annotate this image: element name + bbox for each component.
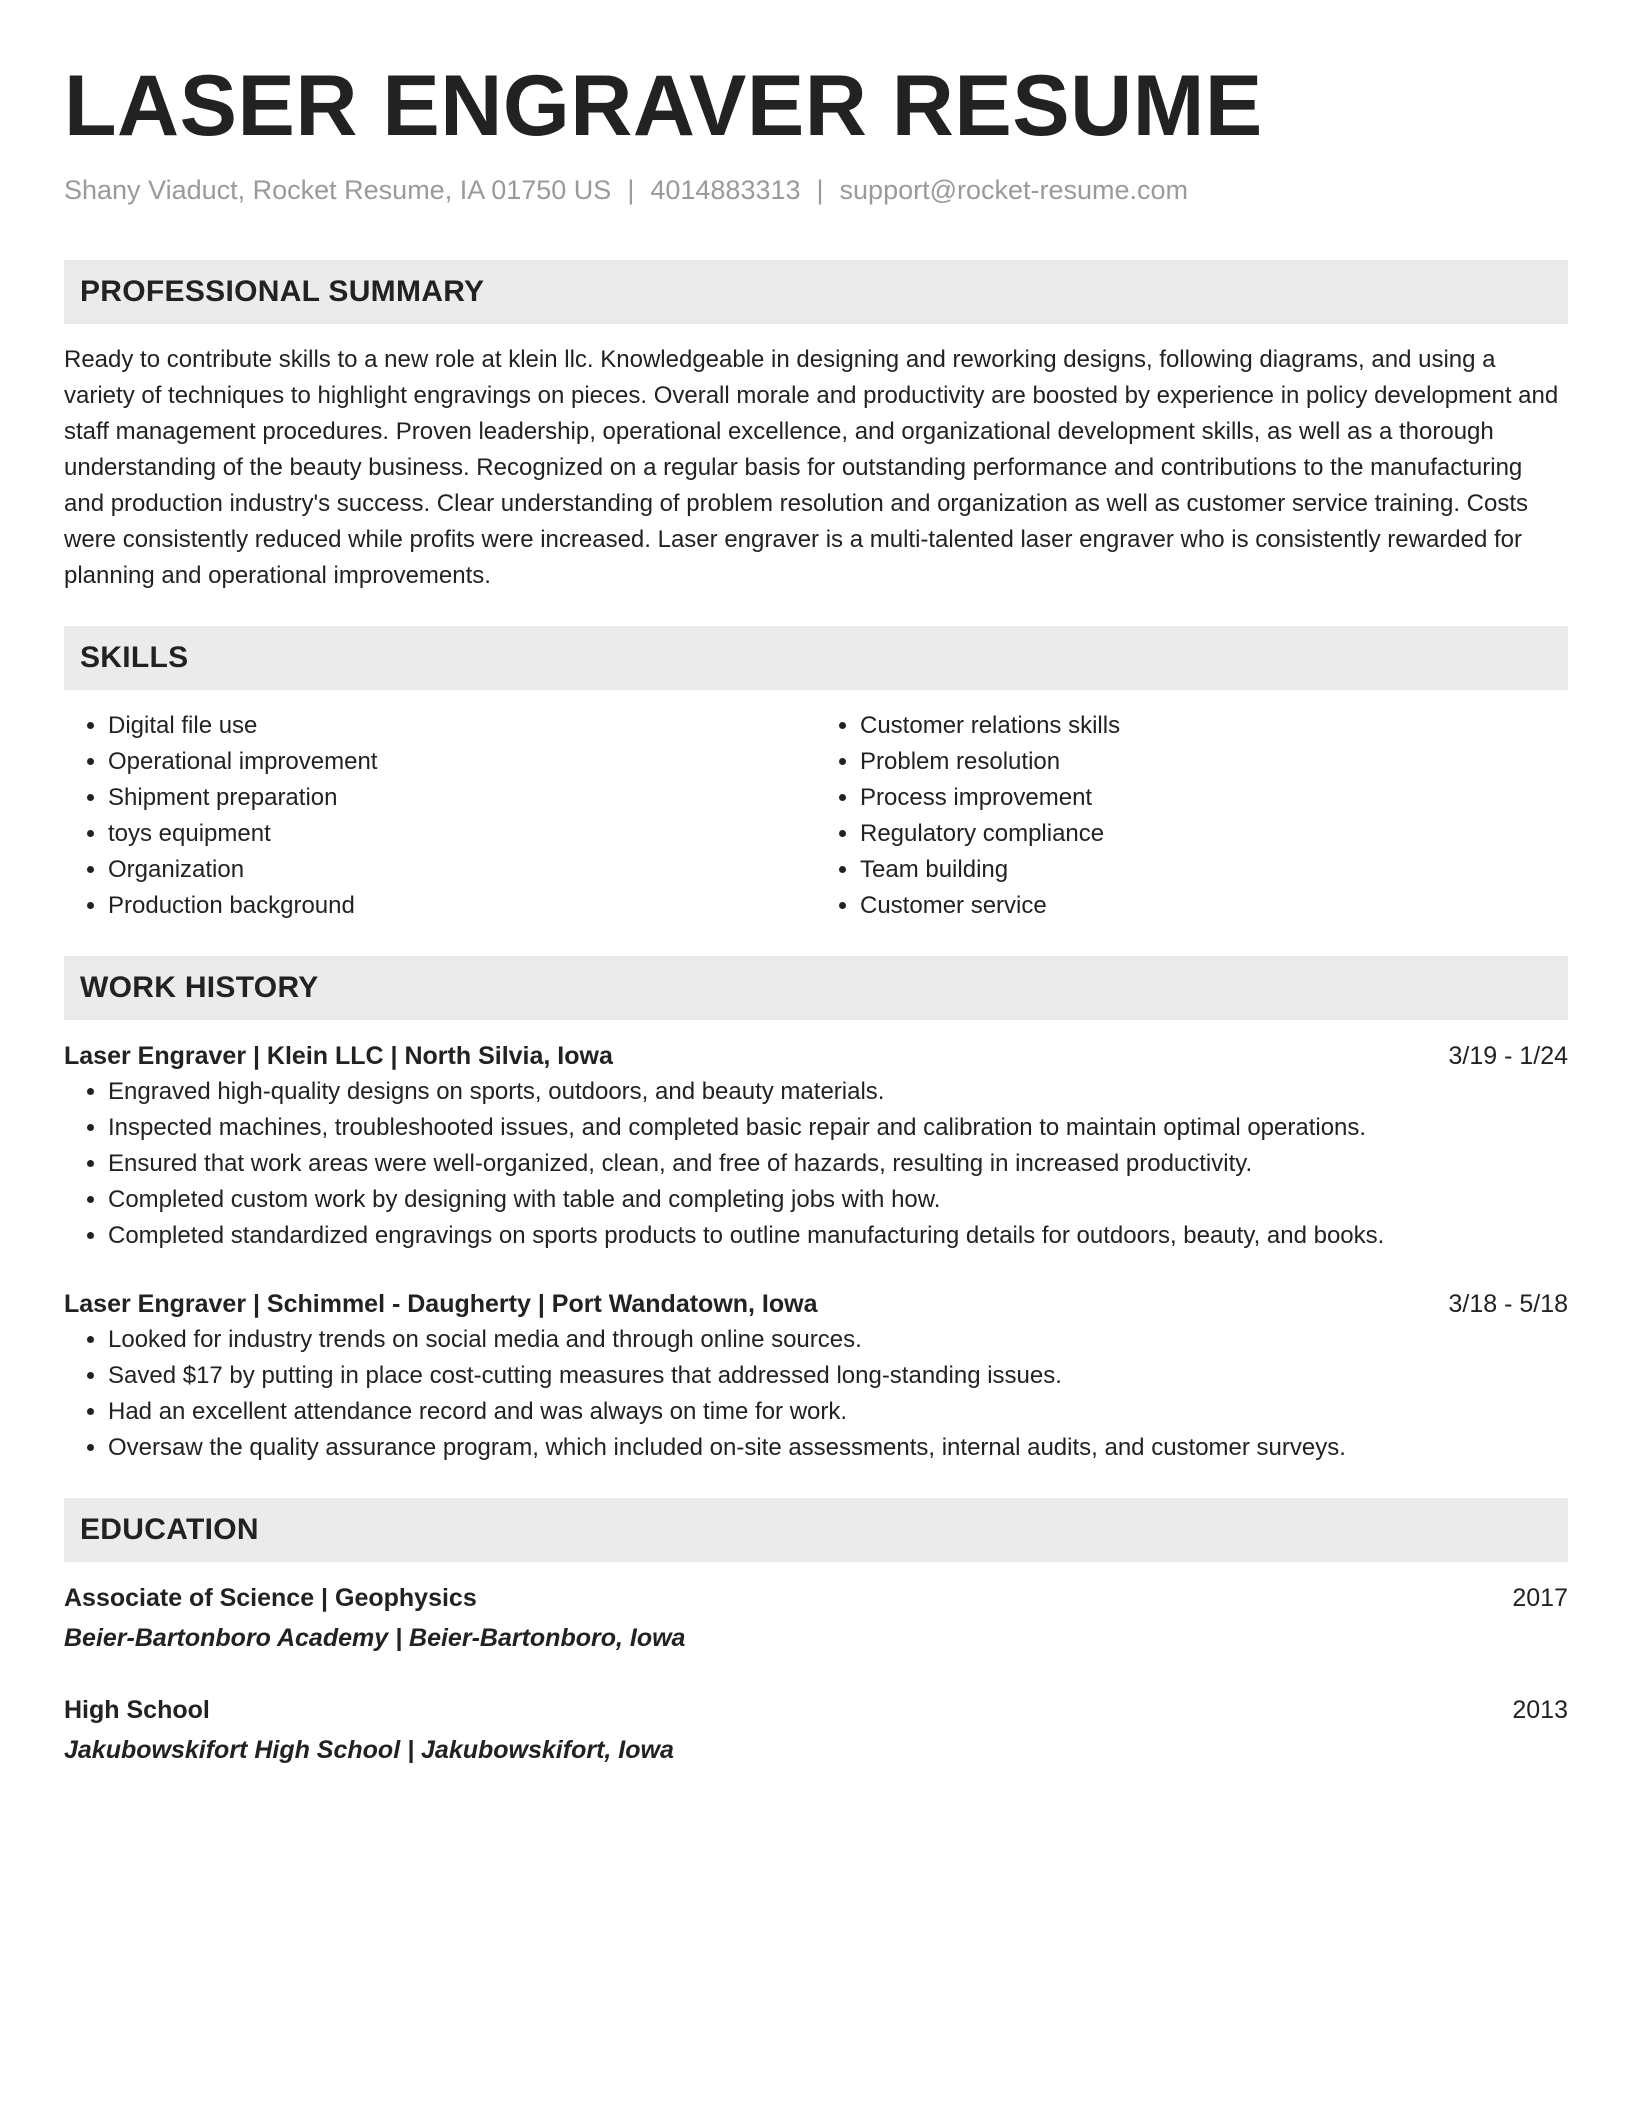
education-year: 2013 (1512, 1696, 1568, 1724)
education-school: Beier-Bartonboro Academy | Beier-Bartonboro, Iowa (64, 1624, 686, 1652)
skill-item: • toys equipment (108, 816, 816, 852)
education-degree: High School (64, 1696, 210, 1724)
section-header-summary: PROFESSIONAL SUMMARY (64, 260, 1568, 324)
skill-item: • Digital file use (108, 708, 816, 744)
job-bullet: • Completed custom work by designing with table and completing jobs with how. (108, 1182, 1568, 1218)
job-bullets (64, 1074, 1568, 1254)
job-bullet: • Had an excellent attendance record and was always on time for work. (108, 1394, 1568, 1430)
job-bullets (64, 1322, 1568, 1466)
skills-column-right (816, 708, 1568, 924)
education-heading (64, 1580, 1568, 1616)
education-year: 2017 (1512, 1584, 1568, 1612)
skill-item: • Regulatory compliance (860, 816, 1568, 852)
education-heading (64, 1692, 1568, 1728)
job-title: Laser Engraver | Klein LLC | North Silvia, Iowa (64, 1042, 613, 1070)
skill-item: • Process improvement (860, 780, 1568, 816)
job-heading (64, 1286, 1568, 1322)
section-header-education: EDUCATION (64, 1498, 1568, 1562)
job-title: Laser Engraver | Schimmel - Daugherty | Port Wandatown, Iowa (64, 1290, 818, 1318)
contact-separator: | (816, 175, 824, 205)
skills-list (64, 708, 1568, 924)
job-bullet: • Engraved high-quality designs on sports, outdoors, and beauty materials. (108, 1074, 1568, 1110)
job-heading (64, 1038, 1568, 1074)
job-dates: 3/18 - 5/18 (1448, 1290, 1568, 1318)
skill-item: • Customer relations skills (860, 708, 1568, 744)
skill-item: • Customer service (860, 888, 1568, 924)
skill-item: • Team building (860, 852, 1568, 888)
skill-item: • Shipment preparation (108, 780, 816, 816)
job-bullet: • Oversaw the quality assurance program, which included on-site assessments, internal audits, and customer surveys. (108, 1430, 1568, 1466)
education-degree: Associate of Science | Geophysics (64, 1584, 477, 1612)
section-header-work-history: WORK HISTORY (64, 956, 1568, 1020)
contact-separator: | (627, 175, 635, 205)
summary-text: Ready to contribute skills to a new role at klein llc. Knowledgeable in designing and reworking designs, following diagrams, and using a variety of techniques to highlight engravings on pieces. Overall morale and productivity are boosted by experience in policy development and staff management procedures. Proven leadership, operational excellence, and organizational development skills, as well as a thorough understanding of the beauty business. Recognized on a regular basis for outstanding performance and contributions to the manufacturing and production industry's success. Clear understanding of problem resolution and organization as well as customer service training. Costs were consistently reduced while profits were increased. Laser engraver is a multi-talented laser engraver who is consistently rewarded for planning and operational improvements. (64, 346, 1559, 589)
contact-email: support@rocket-resume.com (839, 175, 1189, 205)
job-bullet: • Saved $17 by putting in place cost-cutting measures that addressed long-standing issues. (108, 1358, 1568, 1394)
job-dates: 3/19 - 1/24 (1448, 1042, 1568, 1070)
skill-item: • Organization (108, 852, 816, 888)
job-bullet: • Completed standardized engravings on sports products to outline manufacturing details for outdoors, beauty, and books. (108, 1218, 1568, 1254)
skill-item: • Operational improvement (108, 744, 816, 780)
job-bullet: • Looked for industry trends on social media and through online sources. (108, 1322, 1568, 1358)
skill-item: • Production background (108, 888, 816, 924)
contact-phone: 4014883313 (650, 175, 801, 205)
skill-item: • Problem resolution (860, 744, 1568, 780)
skills-column-left (64, 708, 816, 924)
education-school: Jakubowskifort High School | Jakubowskifort, Iowa (64, 1736, 674, 1764)
section-header-skills: SKILLS (64, 626, 1568, 690)
job-bullet: • Inspected machines, troubleshooted issues, and completed basic repair and calibration to maintain optimal operations. (108, 1110, 1568, 1146)
contact-line (64, 172, 1568, 208)
resume-title: LASER ENGRAVER RESUME (64, 58, 1263, 154)
job-bullet: • Ensured that work areas were well-organized, clean, and free of hazards, resulting in increased productivity. (108, 1146, 1568, 1182)
contact-address: Shany Viaduct, Rocket Resume, IA 01750 US (64, 175, 612, 205)
